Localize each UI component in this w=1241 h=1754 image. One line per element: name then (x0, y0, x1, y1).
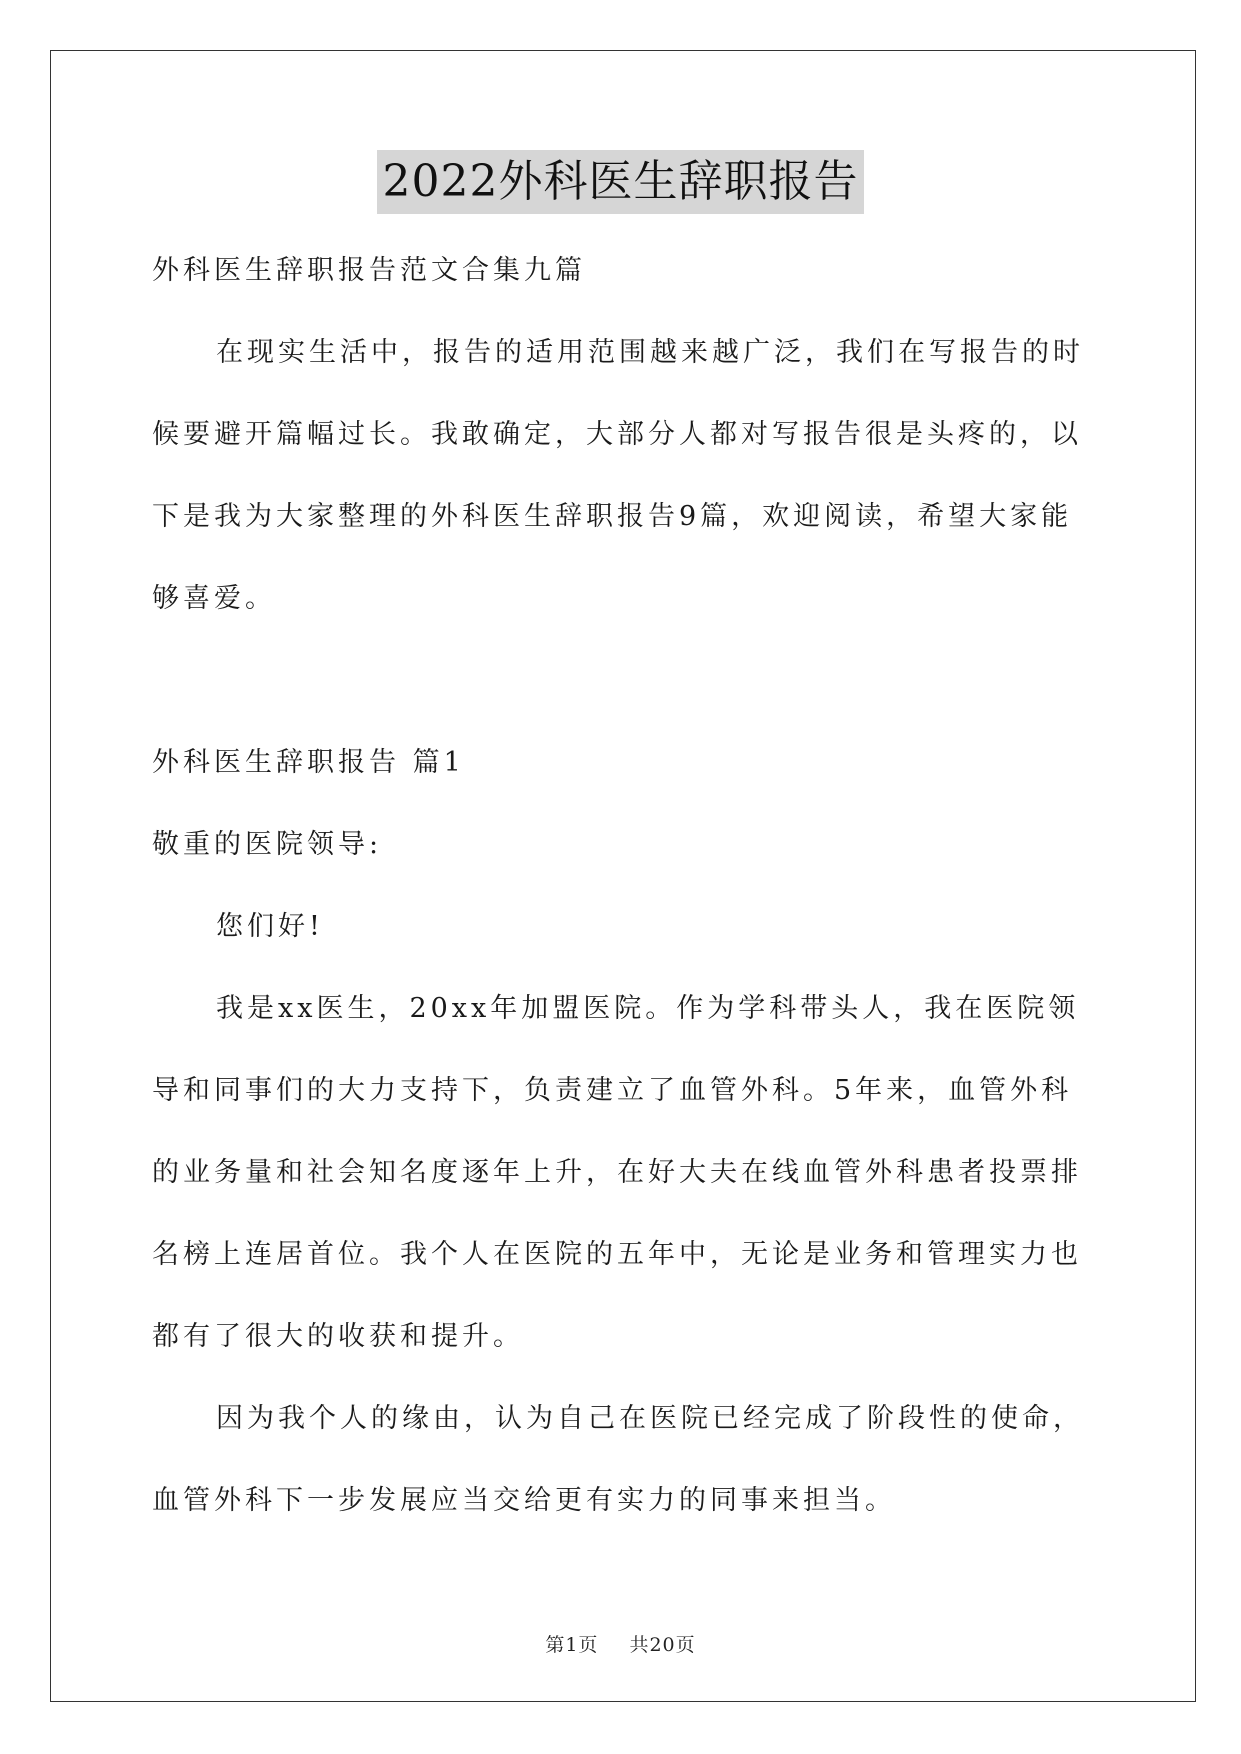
section-heading: 外科医生辞职报告 篇1 (152, 747, 465, 778)
paragraph-line: 血管外科下一步发展应当交给更有实力的同事来担当。 (152, 1485, 896, 1516)
document-body (152, 230, 1094, 1542)
paragraph-line: 的业务量和社会知名度逐年上升，在好大夫在线血管外科患者投票排 (152, 1157, 1082, 1188)
paragraph-line: 我是xx医生，20xx年加盟医院。作为学科带头人，我在医院领 (216, 993, 1080, 1024)
paragraph-line: 都有了很大的收获和提升。 (152, 1321, 524, 1352)
salutation: 敬重的医院领导: (152, 829, 383, 860)
greeting: 您们好! (216, 911, 324, 942)
subtitle: 外科医生辞职报告范文合集九篇 (152, 255, 586, 286)
paragraph-line: 导和同事们的大力支持下，负责建立了血管外科。5年来，血管外科 (152, 1075, 1073, 1106)
intro-line: 下是我为大家整理的外科医生辞职报告9篇，欢迎阅读，希望大家能 (152, 501, 1073, 532)
spacer (152, 640, 1094, 722)
paragraph-line: 名榜上连居首位。我个人在医院的五年中，无论是业务和管理实力也 (152, 1239, 1082, 1270)
title-container (0, 150, 1241, 214)
page-total: 共20页 (629, 1634, 696, 1656)
page-number: 第1页 (545, 1634, 599, 1656)
paragraph-line: 因为我个人的缘由，认为自己在医院已经完成了阶段性的使命， (216, 1403, 1084, 1434)
intro-line: 够喜爱。 (152, 583, 276, 614)
intro-line: 在现实生活中，报告的适用范围越来越广泛，我们在写报告的时 (216, 337, 1084, 368)
intro-line: 候要避开篇幅过长。我敢确定，大部分人都对写报告很是头疼的，以 (152, 419, 1082, 450)
page-footer (0, 1630, 1241, 1657)
document-title: 2022外科医生辞职报告 (377, 150, 865, 214)
